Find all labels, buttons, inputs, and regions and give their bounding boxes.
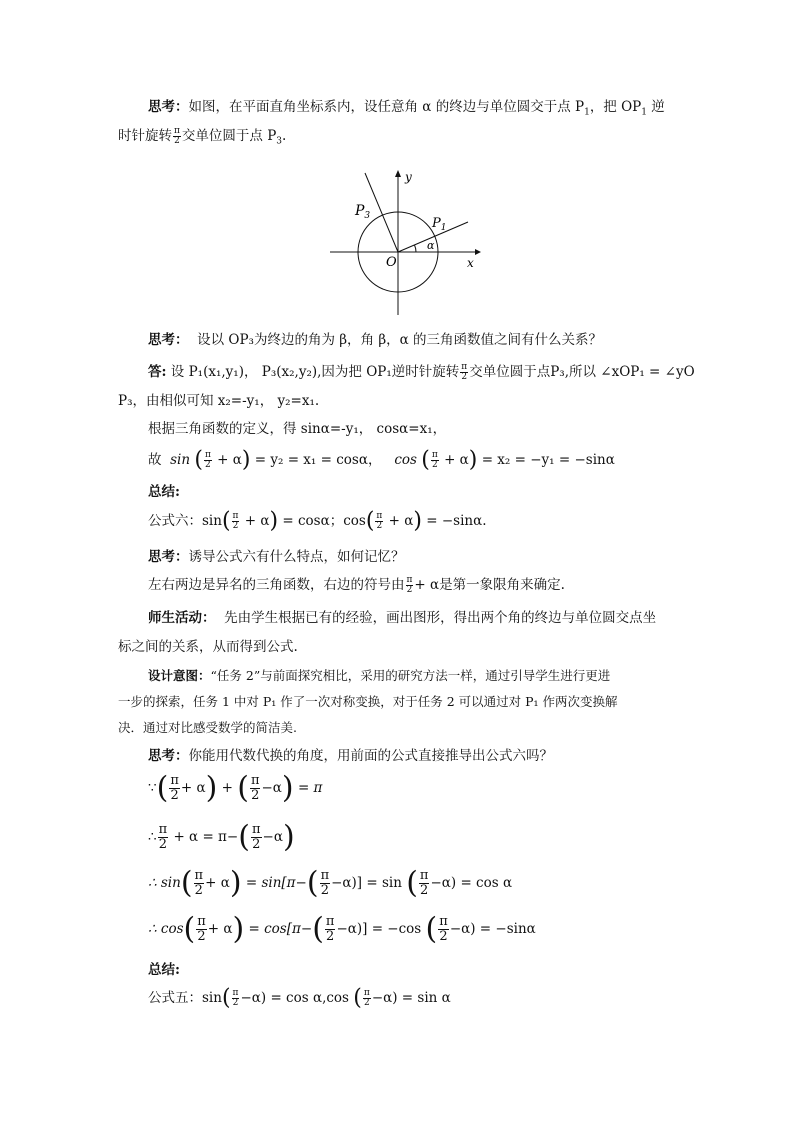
derivation-1: ∵( $\frac{\pi}{2}$ + α) + ( $\frac{\pi}{2}$ −α) = π: [148, 770, 323, 806]
design-line-2: 一步的探索，任务 1 中对 P₁ 作了一次对称变换，对于任务 2 可以通过对 P₁ 作两次变换解: [118, 694, 618, 709]
summary-label-2: 总结:: [148, 962, 180, 978]
therefore-line: 故 sin ( $\frac{\pi}{2}$ + α) = y₂ = x₁ = cosα， cos ( $\frac{\pi}{2}$ + α) = x₂ = −y₁ = −sinα: [148, 447, 615, 473]
answer-line-1: 答: 设 P₁(x₁,y₁)， P₃(x₂,y₂),因为把 OP₁逆时针旋转 $\frac{\pi}{2}$ 交单位圆于点P₃,所以 ∠xOP₁ = ∠yO: [148, 362, 695, 382]
question-3: 思考：你能用代数代换的角度，用前面的公式直接推导出公式六吗？: [148, 748, 553, 764]
question-2: 思考：诱导公式六有什么特点，如何记忆？: [148, 549, 405, 565]
answer-line-2: P₃，由相似可知 x₂=-y₁， y₂=x₁.: [118, 393, 320, 409]
answer-2: 左右两边是异名的三角函数，右边的符号由 $\frac{\pi}{2}$ + α是第一象限角来确定.: [148, 575, 565, 595]
label-alpha: α: [427, 239, 435, 252]
derivation-2: ∴ $\frac{\pi}{2}$ + α = π−( $\frac{\pi}{2}$ −α): [148, 819, 295, 855]
formula-six: 公式六：sin( $\frac{\pi}{2}$ + α) = cosα；cos( $\frac{\pi}{2}$ + α) = −sinα.: [148, 508, 487, 534]
formula-five: 公式五：sin( $\frac{\pi}{2}$ −α) = cos α,cos ( $\frac{\pi}{2}$ −α) = sin α: [148, 985, 451, 1011]
label-p1: $P_1$: [432, 216, 447, 233]
pi-over-2: $\frac{\pi}{2}$: [174, 126, 180, 146]
activity-line-1: 师生活动： 先由学生根据已有的经验，画出图形，得出两个角的终边与单位圆交点坐: [148, 610, 657, 626]
think-label: 思考：: [148, 99, 189, 115]
y-arrow: [395, 170, 401, 177]
summary-label-1: 总结:: [148, 484, 180, 500]
definition-line: 根据三角函数的定义，得 sinα=-y₁， cosα=x₁，: [148, 421, 447, 437]
design-line-1: 设计意图：“任务 2”与前面探究相比，采用的研究方法一样，通过引导学生进行更进: [148, 668, 611, 683]
label-p3: $P_3$: [355, 203, 371, 221]
angle-arc: [415, 245, 417, 252]
label-x: x: [467, 256, 474, 270]
derivation-3: ∴ sin( $\frac{\pi}{2}$ + α) = sin[π−( $\frac{\pi}{2}$ −α)] = sin ( $\frac{\pi}{2}$ −α) = cos α: [148, 865, 513, 901]
derivation-4: ∴ cos( $\frac{\pi}{2}$ + α) = cos[π−( $\frac{\pi}{2}$ −α)] = −cos ( $\frac{\pi}{2}$ −α) = −sinα: [148, 911, 536, 947]
x-arrow: [475, 249, 481, 255]
label-y: y: [405, 170, 412, 184]
unit-circle-figure: [325, 165, 485, 320]
design-line-3: 决．通过对比感受数学的简洁美.: [118, 720, 297, 735]
intro-line-2: 时针旋转 $\frac{\pi}{2}$ 交单位圆于点 $P_3$.: [118, 126, 287, 147]
intro-line-1: 思考：如图，在平面直角坐标系内，设任意角 α 的终边与单位圆交于点 $P_1$，把 $OP_1$ 逆: [148, 99, 665, 118]
activity-line-2: 标之间的关系，从而得到公式.: [118, 639, 298, 655]
question-1: 思考： 设以 OP₃为终边的角为 β，角 β，α 的三角函数值之间有什么关系？: [148, 332, 603, 348]
label-origin: O: [386, 255, 397, 270]
